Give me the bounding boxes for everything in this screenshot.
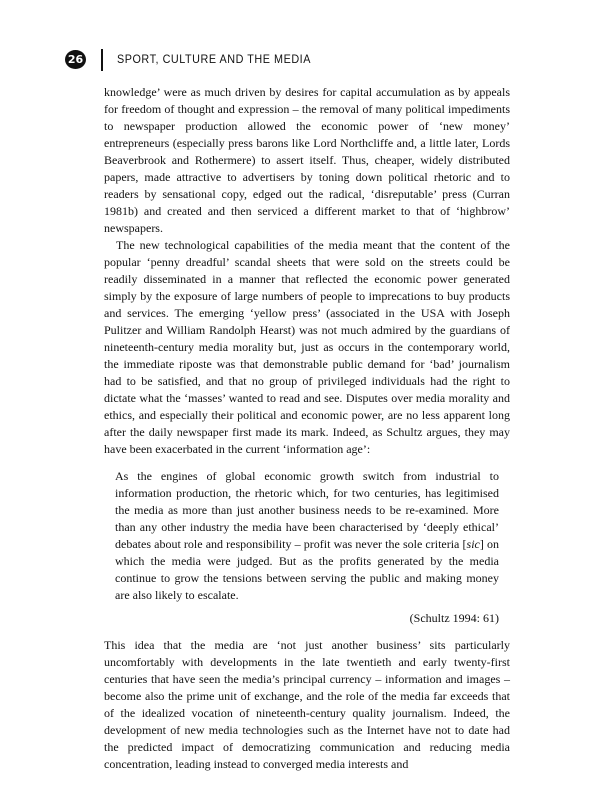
- page-number: 26: [65, 50, 86, 69]
- sic-annotation: sic: [466, 537, 480, 551]
- paragraph: This idea that the media are ‘not just another business’ sits particularly uncomfortably with developments in the late twentieth and early twenty-first centuries that have seen the media’s principal currency – information and images – become also the prime unit of exchange, and the role of the media far exceeds that of the idealized vocation of nineteenth-century quality journalism. Indeed, the development of new media technologies such as the Internet have not to date had the predicted impact of democratizing communication and reducing media concentration, leading instead to converged media interests and: [104, 638, 510, 771]
- quote-text-part2: ] on which the media were judged. But as the profits generated by the media continue to grow the tensions between serving the public and making money are also likely to escalate.: [115, 537, 500, 602]
- paragraph: The new technological capabilities of the media meant that the content of the popular ‘penny dreadful’ scandal sheets that were sold on the streets could be readily disseminated in a manner that reflected the economic power generated simply by the exposure of large numbers of people to imprecations to buy products and services. The emerging ‘yellow press’ (associated in the USA with Joseph Pulitzer and William Randolph Hearst) was not much admired by the guardians of nineteenth-century media morality but, just as occurs in the contemporary world, the immediate riposte was that demonstrable public demand for ‘bad’ journalism had to be satisfied, and that no group of privileged individuals had the right to dictate what the ‘masses’ wanted to read and see. Disputes over media morality and ethics, and especially their political and economic power, are no less apparent long after the daily newspaper first made its mark. Indeed, as Schultz argues, they may have been exacerbated in the current ‘information age’:: [104, 238, 510, 456]
- running-title: SPORT, CULTURE AND THE MEDIA: [117, 52, 311, 66]
- paragraph-continued: knowledge’ were as much driven by desires for capital accumulation as by appeals for freedom of thought and expression – the removal of many political impediments to newspaper production allowed the economic power of ‘new money’ entrepreneurs (especially press barons like Lord Northcliffe and, a little later, Lords Beaverbrook and Rothermere) to assert itself. Thus, cheaper, widely distributed papers, made attractive to advertisers by toning down political rhetoric and to readers by sensational copy, edged out the radical, ‘disreputable’ press (Curran 1981b) and created and then serviced a different market to that of ‘highbrow’ newspapers.: [104, 85, 510, 235]
- quote-text-part1: As the engines of global economic growth switch from industrial to information production, the rhetoric which, for two centuries, has legitimised the media as more than just another business needs to be re-examined. More than any other industry the media have been characterised by ‘deeply ethical’ debates about role and responsibility – profit was never the sole criteria [: [115, 469, 499, 551]
- running-header: [65, 50, 505, 70]
- header-divider: [101, 49, 103, 71]
- quote-citation: (Schultz 1994: 61): [409, 611, 499, 625]
- body-text: [104, 84, 510, 773]
- block-quote: [115, 468, 499, 604]
